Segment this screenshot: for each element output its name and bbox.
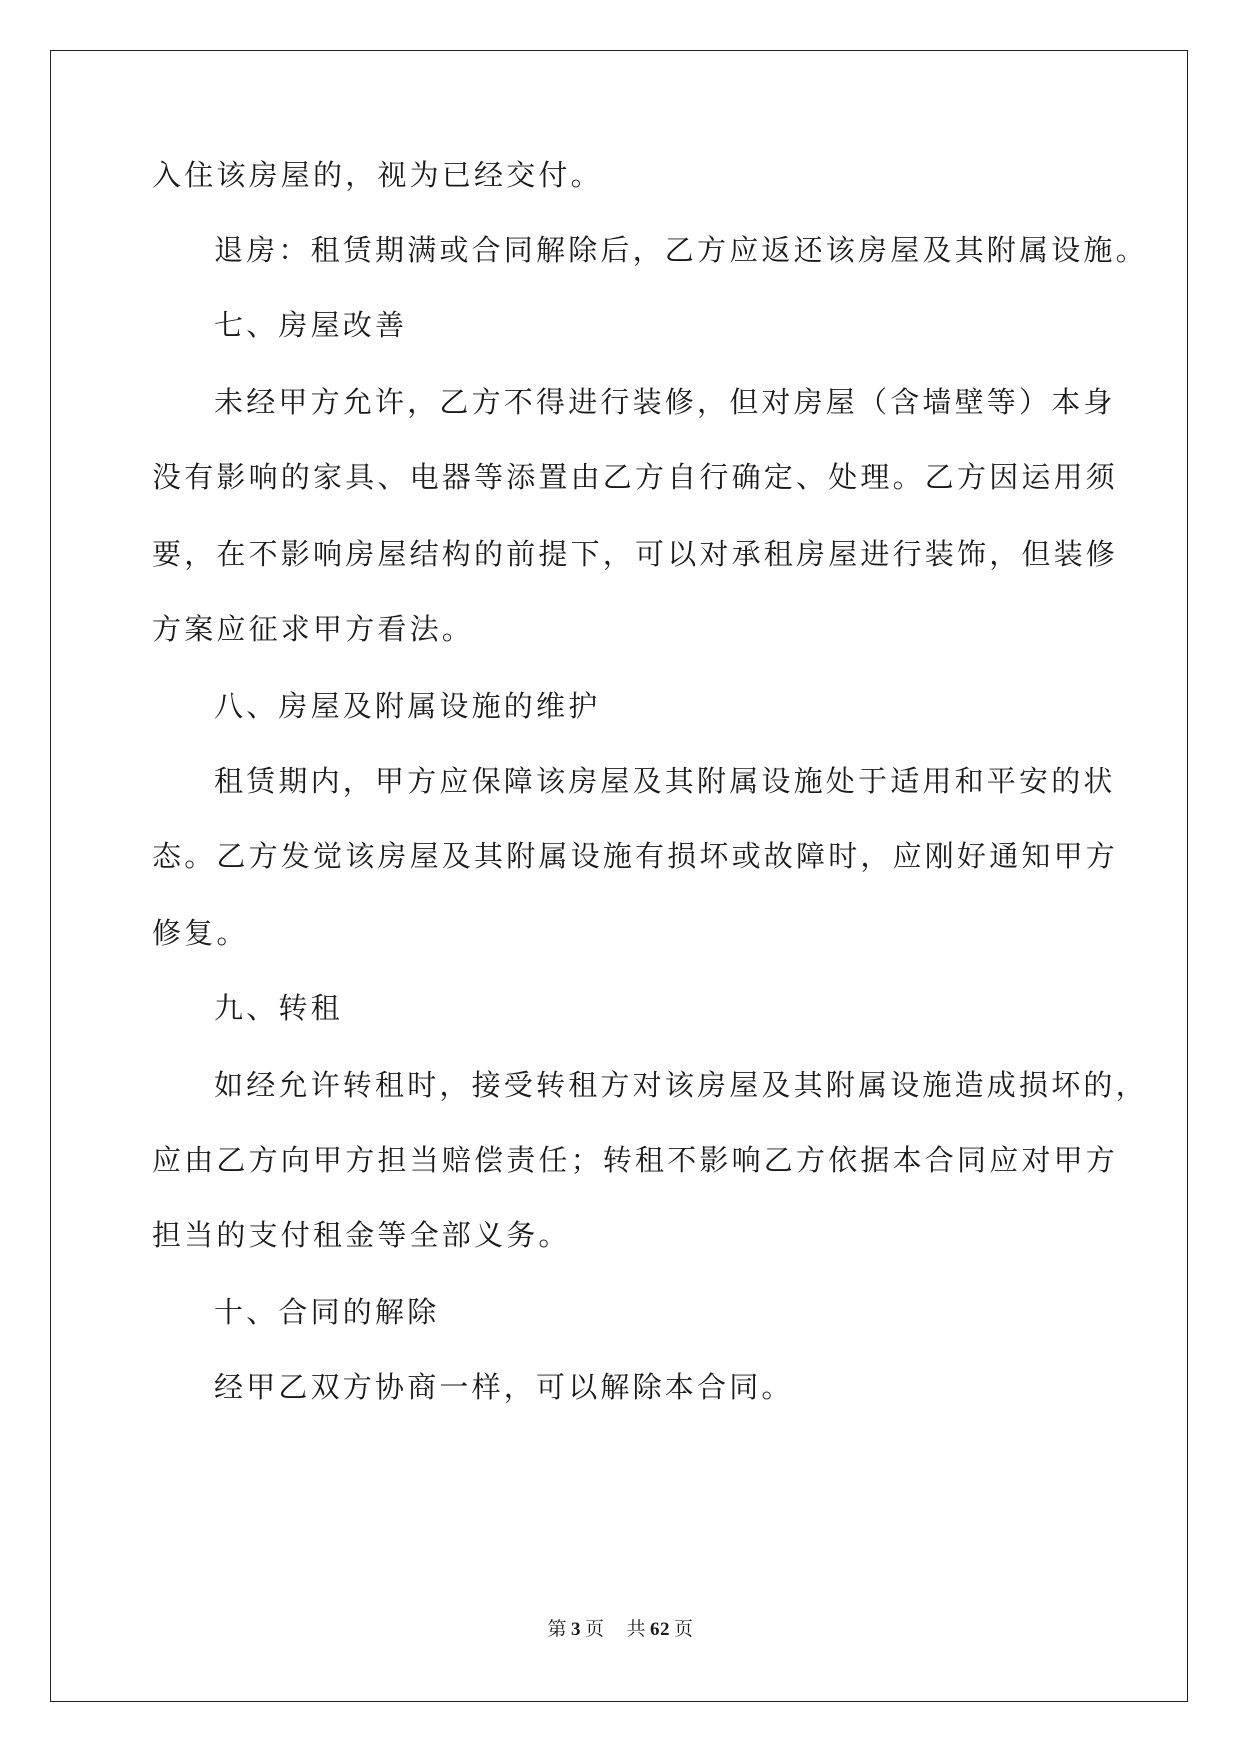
footer-page-prefix: 第 <box>547 1618 567 1640</box>
text-line-2: 退房：租赁期满或合同解除后，乙方应返还该房屋及其附属设施。 <box>214 233 1148 267</box>
text-line-7: 方案应征求甲方看法。 <box>152 612 475 646</box>
section-heading-7: 七、房屋改善 <box>214 308 408 342</box>
text-line-1: 入住该房屋的，视为已经交付。 <box>152 158 603 192</box>
text-line-13: 如经允许转租时，接受转租方对该房屋及其附属设施造成损坏的， <box>214 1068 1148 1102</box>
footer-page-suffix: 页 <box>584 1618 605 1640</box>
text-line-10: 态。乙方发觉该房屋及其附属设施有损坏或故障时，应刚好通知甲方 <box>152 839 1119 873</box>
text-line-6: 要，在不影响房屋结构的前提下，可以对承租房屋进行装饰，但装修 <box>152 537 1119 571</box>
text-line-5: 没有影响的家具、电器等添置由乙方自行确定、处理。乙方因运用须 <box>152 460 1119 494</box>
section-heading-9: 九、转租 <box>214 991 343 1025</box>
text-line-14: 应由乙方向甲方担当赔偿责任；转租不影响乙方依据本合同应对甲方 <box>152 1143 1119 1177</box>
text-line-15: 担当的支付租金等全部义务。 <box>152 1218 571 1252</box>
section-heading-10: 十、合同的解除 <box>214 1295 440 1329</box>
footer-total-pages: 62 <box>650 1619 671 1640</box>
footer-total-prefix: 共 <box>626 1618 647 1640</box>
section-heading-8: 八、房屋及附属设施的维护 <box>214 689 601 723</box>
page-footer <box>0 1614 1241 1641</box>
text-line-11: 修复。 <box>152 916 249 950</box>
text-line-9: 租赁期内，甲方应保障该房屋及其附属设施处于适用和平安的状 <box>214 764 1116 798</box>
footer-page-number: 3 <box>570 1619 581 1640</box>
text-line-4: 未经甲方允许，乙方不得进行装修，但对房屋（含墙壁等）本身 <box>214 385 1116 419</box>
footer-total-suffix: 页 <box>674 1618 694 1640</box>
text-line-17: 经甲乙双方协商一样，可以解除本合同。 <box>214 1370 794 1404</box>
page-border <box>50 50 1188 1702</box>
